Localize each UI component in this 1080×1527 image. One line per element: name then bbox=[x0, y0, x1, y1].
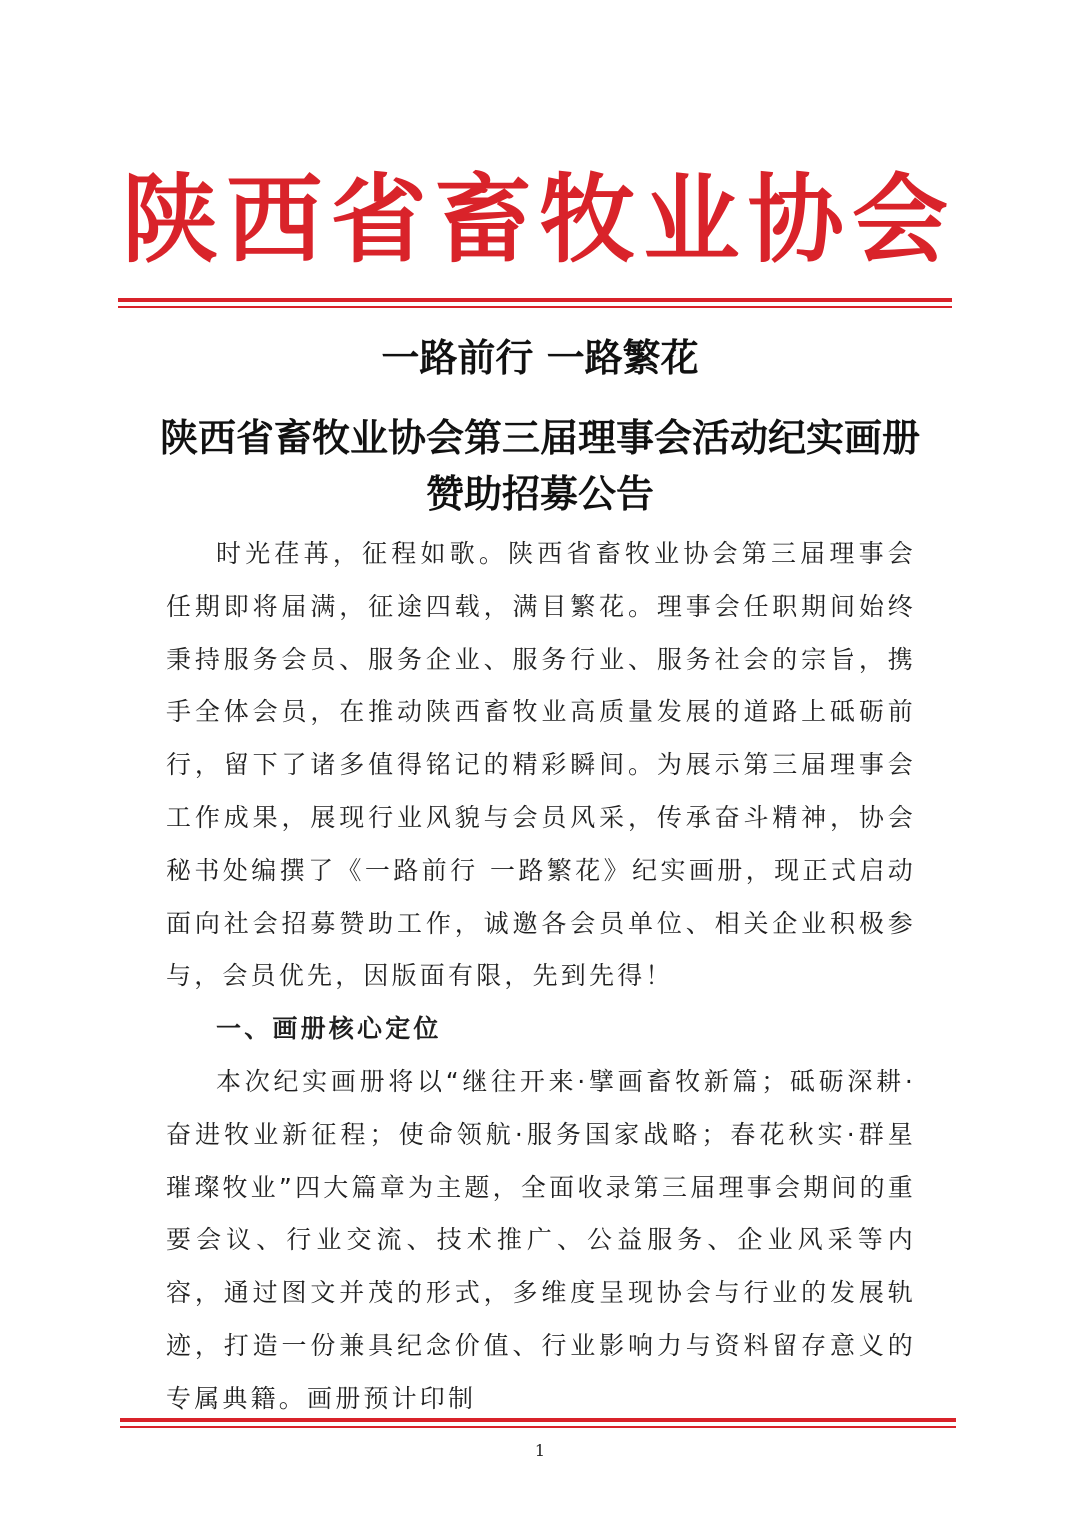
masthead-char: 西 bbox=[226, 163, 323, 276]
masthead-char: 牧 bbox=[539, 163, 636, 276]
masthead-char: 畜 bbox=[434, 163, 531, 276]
masthead-char: 陕 bbox=[122, 163, 218, 276]
masthead-char: 协 bbox=[747, 163, 844, 276]
header-divider bbox=[118, 298, 952, 310]
masthead-char: 省 bbox=[330, 163, 427, 276]
masthead-char: 业 bbox=[643, 163, 740, 276]
title-line-2: 赞助招募公告 bbox=[425, 471, 654, 516]
document-title bbox=[0, 410, 1080, 522]
section-paragraph: 本次纪实画册将以“继往开来·擘画畜牧新篇；砥砺深耕·奋进牧业新征程；使命领航·服务国家战略；春花秋实·群星璀璨牧业”四大篇章为主题，全面收录第三届理事会期间的重要会议、行业交流、技术推广、公益服务、企业风采等内容，通过图文并茂的形式，多维度呈现协会与行业的发展轨迹，打造一份兼具纪念价值、行业影响力与资料留存意义的专属典籍。画册预计印制 bbox=[166, 1066, 916, 1413]
document-body bbox=[166, 528, 916, 1426]
divider-thick-line bbox=[120, 1418, 956, 1422]
divider-thick-line bbox=[118, 298, 952, 302]
masthead-org-name bbox=[120, 160, 950, 280]
title-line-1: 陕西省畜牧业协会第三届理事会活动纪实画册 bbox=[159, 415, 920, 460]
divider-thin-line bbox=[120, 1426, 956, 1428]
masthead-char: 会 bbox=[851, 163, 948, 276]
section-heading: 一、画册核心定位 bbox=[216, 1014, 442, 1044]
footer-divider bbox=[120, 1418, 956, 1430]
page-number: 1 bbox=[534, 1441, 546, 1460]
divider-thin-line bbox=[118, 306, 952, 308]
intro-paragraph: 时光荏苒，征程如歌。陕西省畜牧业协会第三届理事会任期即将届满，征途四载，满目繁花。理事会任职期间始终秉持服务会员、服务企业、服务行业、服务社会的宗旨，携手全体会员，在推动陕西畜牧业高质量发展的道路上砥砺前行，留下了诸多值得铭记的精彩瞬间。为展示第三届理事会工作成果，展现行业风貌与会员风采，传承奋斗精神，协会秘书处编撰了《一路前行 一路繁花》纪实画册，现正式启动面向社会招募赞助工作，诚邀各会员单位、相关企业积极参与，会员优先，因版面有限，先到先得！ bbox=[166, 539, 916, 991]
document-subtitle: 一路前行 一路繁花 bbox=[381, 335, 699, 380]
